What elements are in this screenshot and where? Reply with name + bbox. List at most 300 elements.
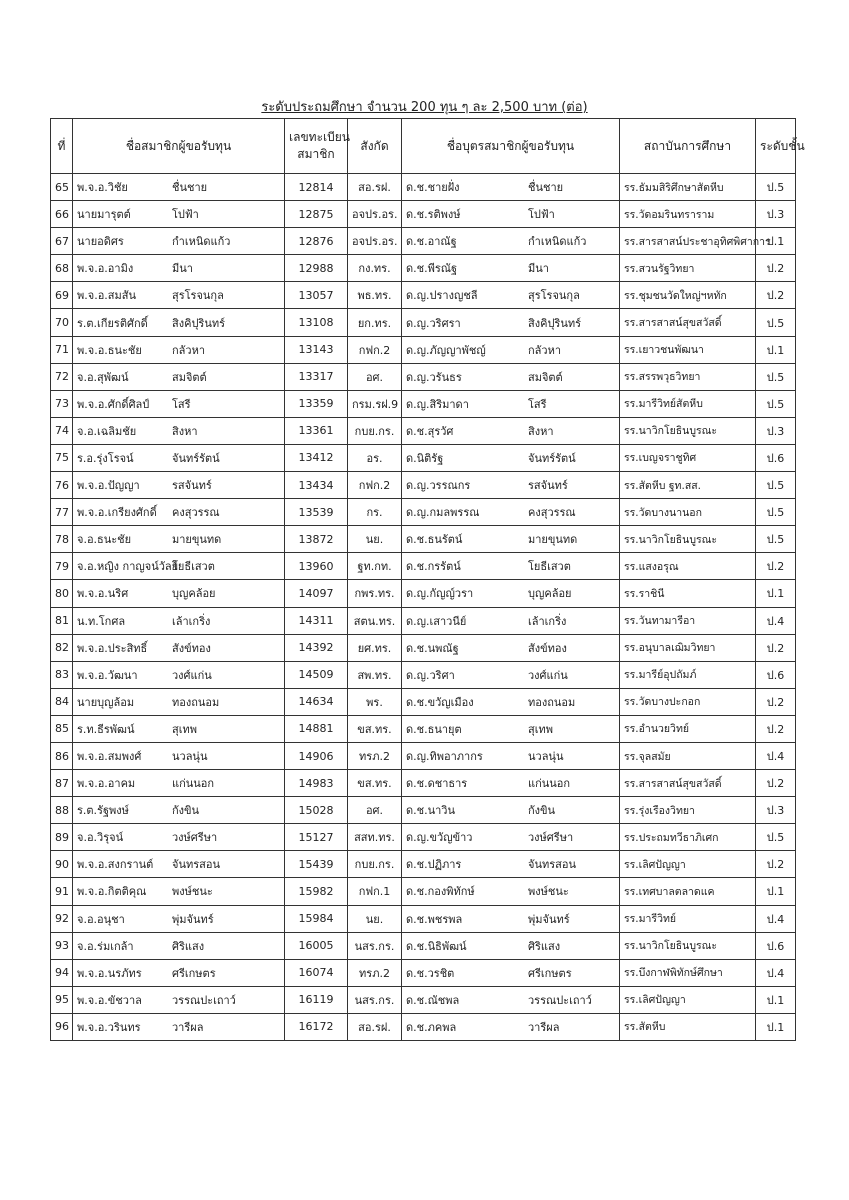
- member-last-name: คงสุวรรณ: [172, 506, 220, 520]
- row-number: 67: [51, 228, 73, 255]
- child-last-name: บุญคล้อย: [528, 587, 572, 601]
- row-number: 83: [51, 661, 73, 688]
- member-first-name: พ.จ.อ.วิชัย: [77, 181, 128, 195]
- child-last-name: กังขิน: [528, 804, 556, 818]
- grade-level: ป.1: [756, 228, 796, 255]
- row-number: 80: [51, 580, 73, 607]
- member-unit: อร.: [348, 444, 402, 471]
- grade-level: ป.2: [756, 282, 796, 309]
- member-unit: อศ.: [348, 363, 402, 390]
- member-last-name: สุรโรจนกุล: [172, 289, 224, 303]
- child-first-name: ด.ญ.วรรณกร: [406, 479, 471, 493]
- member-last-name: โยธีเสวต: [172, 560, 215, 574]
- member-last-name: แก่นนอก: [172, 777, 215, 791]
- member-name-cell: [73, 444, 285, 471]
- school-name: รร.บึงกาฬพิทักษ์ศึกษา: [620, 959, 756, 986]
- page-title: ระดับประถมศึกษา จำนวน 200 ทุน ๆ ละ 2,500 บาท (ต่อ): [261, 100, 588, 115]
- row-number: 72: [51, 363, 73, 390]
- table-row: [51, 607, 796, 634]
- member-first-name: พ.จ.อ.ศักดิ์ศิลป์: [77, 397, 150, 411]
- grade-level: ป.6: [756, 444, 796, 471]
- child-first-name: ด.ช.ธนายุต: [406, 722, 462, 736]
- child-name-cell: [402, 715, 620, 742]
- child-name-cell: [402, 986, 620, 1013]
- school-name: รร.ธัมมสิริศึกษาสัตหีบ: [620, 174, 756, 201]
- grade-level: ป.5: [756, 824, 796, 851]
- table-row: [51, 472, 796, 499]
- row-number: 84: [51, 688, 73, 715]
- row-number: 78: [51, 526, 73, 553]
- child-first-name: ด.ช.พีรณัฐ: [406, 262, 458, 276]
- member-reg-number: 13361: [285, 417, 348, 444]
- member-last-name: กลัวหา: [172, 343, 206, 357]
- table-row: [51, 770, 796, 797]
- grade-level: ป.3: [756, 797, 796, 824]
- member-name-cell: [73, 607, 285, 634]
- child-last-name: วงศ์แก่น: [528, 668, 568, 682]
- member-name-cell: [73, 472, 285, 499]
- member-reg-number: 13412: [285, 444, 348, 471]
- header-reg-no: [285, 119, 348, 174]
- child-last-name: สุเทพ: [528, 722, 553, 736]
- member-first-name: ร.ต.เกียรติศักดิ์: [77, 316, 148, 330]
- child-name-cell: [402, 851, 620, 878]
- school-name: รร.รุ่งเรืองวิทยา: [620, 797, 756, 824]
- member-unit: กฟก.2: [348, 336, 402, 363]
- row-number: 74: [51, 417, 73, 444]
- child-name-cell: [402, 878, 620, 905]
- table-row: [51, 417, 796, 444]
- member-name-cell: [73, 688, 285, 715]
- child-name-cell: [402, 444, 620, 471]
- row-number: 75: [51, 444, 73, 471]
- member-last-name: รสจันทร์: [172, 479, 212, 493]
- child-last-name: ชื่นชาย: [528, 181, 564, 195]
- member-last-name: วารีผล: [172, 1020, 204, 1034]
- member-last-name: จันทร์รัตน์: [172, 451, 220, 465]
- grade-level: ป.2: [756, 851, 796, 878]
- member-first-name: น.ท.โกศล: [77, 614, 126, 628]
- child-first-name: ด.ช.ภคพล: [406, 1020, 457, 1034]
- member-unit: กบย.กร.: [348, 417, 402, 444]
- grade-level: ป.3: [756, 201, 796, 228]
- school-name: รร.จุลสมัย: [620, 742, 756, 769]
- member-first-name: พ.จ.อ.นริศ: [77, 587, 129, 601]
- table-row: [51, 255, 796, 282]
- member-name-cell: [73, 580, 285, 607]
- member-reg-number: 15982: [285, 878, 348, 905]
- member-unit: ยศ.ทร.: [348, 634, 402, 661]
- member-name-cell: [73, 363, 285, 390]
- table-row: [51, 499, 796, 526]
- member-unit: อศ.: [348, 797, 402, 824]
- child-first-name: ด.ญ.วรันธร: [406, 370, 462, 384]
- grade-level: ป.2: [756, 634, 796, 661]
- child-name-cell: [402, 824, 620, 851]
- member-name-cell: [73, 770, 285, 797]
- member-reg-number: 14097: [285, 580, 348, 607]
- member-name-cell: [73, 851, 285, 878]
- child-name-cell: [402, 174, 620, 201]
- school-name: รร.วัดบางนานอก: [620, 499, 756, 526]
- table-row: [51, 851, 796, 878]
- child-last-name: ศรีเกษตร: [528, 966, 572, 980]
- row-number: 76: [51, 472, 73, 499]
- table-row: [51, 742, 796, 769]
- member-reg-number: 13434: [285, 472, 348, 499]
- member-reg-number: 14906: [285, 742, 348, 769]
- school-name: รร.นาวิกโยธินบูรณะ: [620, 417, 756, 444]
- child-last-name: สิงหา: [528, 424, 554, 438]
- child-name-cell: [402, 390, 620, 417]
- member-last-name: กังขิน: [172, 804, 200, 818]
- member-reg-number: 15127: [285, 824, 348, 851]
- member-name-cell: [73, 499, 285, 526]
- member-last-name: ทองถนอม: [172, 695, 220, 709]
- member-unit: กรม.รฝ.9: [348, 390, 402, 417]
- grade-level: ป.5: [756, 309, 796, 336]
- child-first-name: ด.ช.ปฏิภาร: [406, 858, 462, 872]
- table-row: [51, 878, 796, 905]
- member-first-name: พ.จ.อ.อาคม: [77, 777, 136, 791]
- child-first-name: ด.ญ.วริศรา: [406, 316, 461, 330]
- member-reg-number: 15028: [285, 797, 348, 824]
- child-last-name: โยธีเสวต: [528, 560, 571, 574]
- child-first-name: ด.ญ.วริศา: [406, 668, 455, 682]
- child-last-name: มายขุนทด: [528, 533, 578, 547]
- child-name-cell: [402, 553, 620, 580]
- table-row: [51, 634, 796, 661]
- child-last-name: จันทรสอน: [528, 858, 576, 872]
- grade-level: ป.6: [756, 661, 796, 688]
- member-unit: กฟก.1: [348, 878, 402, 905]
- member-reg-number: 16005: [285, 932, 348, 959]
- member-first-name: จ.อ.วิรุจน์: [77, 831, 124, 845]
- table-row: [51, 228, 796, 255]
- member-reg-number: 16172: [285, 1013, 348, 1040]
- row-number: 68: [51, 255, 73, 282]
- table-row: [51, 363, 796, 390]
- child-first-name: ด.นิติรัฐ: [406, 451, 444, 465]
- row-number: 85: [51, 715, 73, 742]
- row-number: 91: [51, 878, 73, 905]
- member-reg-number: 14509: [285, 661, 348, 688]
- member-name-cell: [73, 634, 285, 661]
- child-name-cell: [402, 499, 620, 526]
- member-name-cell: [73, 905, 285, 932]
- child-name-cell: [402, 932, 620, 959]
- member-first-name: พ.จ.อ.วัฒนา: [77, 668, 138, 682]
- school-name: รร.สารสาสน์ประชาอุทิศพิศาการ: [620, 228, 756, 255]
- child-first-name: ด.ช.ธนรัตน์: [406, 533, 463, 547]
- table-row: [51, 715, 796, 742]
- child-last-name: คงสุวรรณ: [528, 506, 576, 520]
- member-last-name: วงษ์ศรีษา: [172, 831, 218, 845]
- child-first-name: ด.ช.ขวัญเมือง: [406, 695, 474, 709]
- member-name-cell: [73, 201, 285, 228]
- member-unit: ฐท.กท.: [348, 553, 402, 580]
- member-reg-number: 15439: [285, 851, 348, 878]
- child-name-cell: [402, 201, 620, 228]
- member-name-cell: [73, 390, 285, 417]
- row-number: 86: [51, 742, 73, 769]
- table-row: [51, 661, 796, 688]
- member-first-name: พ.จ.อ.นรภัทร: [77, 966, 142, 980]
- school-name: รร.มารีวิทย์: [620, 905, 756, 932]
- child-first-name: ด.ญ.กัญญ์วรา: [406, 587, 474, 601]
- school-name: รร.นาวิกโยธินบูรณะ: [620, 526, 756, 553]
- grade-level: ป.5: [756, 390, 796, 417]
- grade-level: ป.1: [756, 986, 796, 1013]
- member-unit: กพร.ทร.: [348, 580, 402, 607]
- grade-level: ป.1: [756, 336, 796, 363]
- member-last-name: โสรี: [172, 397, 191, 411]
- member-last-name: ศรีเกษตร: [172, 966, 216, 980]
- row-number: 65: [51, 174, 73, 201]
- member-name-cell: [73, 824, 285, 851]
- school-name: รร.วัดอมรินทราราม: [620, 201, 756, 228]
- child-name-cell: [402, 634, 620, 661]
- member-unit: กร.: [348, 499, 402, 526]
- member-first-name: จ.อ.หญิง กาญจน์วัลย์: [77, 560, 179, 574]
- grade-level: ป.1: [756, 878, 796, 905]
- member-name-cell: [73, 417, 285, 444]
- table-header-row: [51, 119, 796, 174]
- school-name: รร.มารีวิทย์สัตหีบ: [620, 390, 756, 417]
- child-first-name: ด.ช.นิธิพัฒน์: [406, 939, 467, 953]
- child-name-cell: [402, 417, 620, 444]
- grade-level: ป.2: [756, 553, 796, 580]
- child-last-name: สุรโรจนกุล: [528, 289, 580, 303]
- child-first-name: ด.ช.นาวิน: [406, 804, 455, 818]
- member-first-name: จ.อ.ธนะชัย: [77, 533, 132, 547]
- grade-level: ป.6: [756, 932, 796, 959]
- member-first-name: พ.จ.อ.เกรียงศักดิ์: [77, 506, 157, 520]
- row-number: 87: [51, 770, 73, 797]
- child-first-name: ด.ช.ชายฝั่ง: [406, 181, 460, 195]
- member-name-cell: [73, 309, 285, 336]
- member-last-name: จันทรสอน: [172, 858, 220, 872]
- child-name-cell: [402, 688, 620, 715]
- member-reg-number: 12988: [285, 255, 348, 282]
- child-last-name: ศิริแสง: [528, 939, 561, 953]
- member-first-name: พ.จ.อ.วรินทร: [77, 1020, 141, 1034]
- member-unit: นย.: [348, 905, 402, 932]
- member-last-name: สิงคิปุรินทร์: [172, 316, 226, 330]
- member-name-cell: [73, 959, 285, 986]
- child-first-name: ด.ช.ดชาธาร: [406, 777, 468, 791]
- child-name-cell: [402, 905, 620, 932]
- table-row: [51, 390, 796, 417]
- grade-level: ป.5: [756, 499, 796, 526]
- child-first-name: ด.ช.พชรพล: [406, 912, 463, 926]
- member-last-name: สิงหา: [172, 424, 198, 438]
- member-unit: ขส.ทร.: [348, 770, 402, 797]
- member-name-cell: [73, 878, 285, 905]
- child-name-cell: [402, 255, 620, 282]
- row-number: 92: [51, 905, 73, 932]
- child-first-name: ด.ญ.ขวัญข้าว: [406, 831, 473, 845]
- child-first-name: ด.ญ.เสาวนีย์: [406, 614, 467, 628]
- member-name-cell: [73, 553, 285, 580]
- member-first-name: พ.จ.อ.ปัญญา: [77, 479, 140, 493]
- child-last-name: สิงคิปุรินทร์: [528, 316, 582, 330]
- table-row: [51, 174, 796, 201]
- child-name-cell: [402, 363, 620, 390]
- member-first-name: นายอดิศร: [77, 235, 124, 249]
- member-unit: ทรภ.2: [348, 959, 402, 986]
- child-last-name: มีนา: [528, 262, 549, 276]
- member-unit: กง.ทร.: [348, 255, 402, 282]
- grade-level: ป.4: [756, 607, 796, 634]
- member-unit: ยก.ทร.: [348, 309, 402, 336]
- table-row: [51, 201, 796, 228]
- row-number: 69: [51, 282, 73, 309]
- row-number: 93: [51, 932, 73, 959]
- member-unit: นสร.กร.: [348, 932, 402, 959]
- row-number: 71: [51, 336, 73, 363]
- child-name-cell: [402, 336, 620, 363]
- header-no: ที่: [51, 119, 73, 174]
- member-reg-number: 14392: [285, 634, 348, 661]
- member-unit: พร.: [348, 688, 402, 715]
- member-reg-number: 12875: [285, 201, 348, 228]
- member-first-name: ร.ท.ธีรพัฒน์: [77, 722, 135, 736]
- member-last-name: กำเหนิดแก้ว: [172, 235, 231, 249]
- school-name: รร.นาวิกโยธินบูรณะ: [620, 932, 756, 959]
- child-last-name: พุ่มจันทร์: [528, 912, 570, 926]
- row-number: 73: [51, 390, 73, 417]
- grade-level: ป.5: [756, 174, 796, 201]
- table-row: [51, 336, 796, 363]
- member-reg-number: 14634: [285, 688, 348, 715]
- member-name-cell: [73, 255, 285, 282]
- member-reg-number: 14983: [285, 770, 348, 797]
- member-name-cell: [73, 932, 285, 959]
- member-first-name: พ.จ.อ.กิตติคุณ: [77, 885, 147, 899]
- header-member-name: ชื่อสมาชิกผู้ขอรับทุน: [73, 119, 285, 174]
- child-first-name: ด.ญ.สิริมาดา: [406, 397, 469, 411]
- member-first-name: พ.จ.อ.อามิง: [77, 262, 134, 276]
- child-first-name: ด.ญ.ภัญญาพัชญ์: [406, 343, 486, 357]
- member-name-cell: [73, 715, 285, 742]
- child-last-name: วงษ์ศรีษา: [528, 831, 574, 845]
- row-number: 88: [51, 797, 73, 824]
- child-last-name: นวลนุ่น: [528, 750, 564, 764]
- school-name: รร.มารีย์อุปถัมภ์: [620, 661, 756, 688]
- member-last-name: มีนา: [172, 262, 193, 276]
- child-last-name: แก่นนอก: [528, 777, 571, 791]
- member-name-cell: [73, 174, 285, 201]
- table-row: [51, 282, 796, 309]
- member-first-name: พ.จ.อ.ประสิทธิ์: [77, 641, 148, 655]
- grade-level: ป.4: [756, 742, 796, 769]
- child-last-name: กลัวหา: [528, 343, 562, 357]
- child-first-name: ด.ช.นพณัฐ: [406, 641, 459, 655]
- member-first-name: พ.จ.อ.สมสัน: [77, 289, 136, 303]
- child-first-name: ด.ช.ณัชพล: [406, 993, 460, 1007]
- member-reg-number: 12814: [285, 174, 348, 201]
- school-name: รร.อนุบาลเฌิมวิทยา: [620, 634, 756, 661]
- member-reg-number: 13057: [285, 282, 348, 309]
- member-unit: พธ.ทร.: [348, 282, 402, 309]
- member-name-cell: [73, 336, 285, 363]
- school-name: รร.วันทามารีอา: [620, 607, 756, 634]
- member-first-name: จ.อ.อนุชา: [77, 912, 125, 926]
- member-unit: สอ.รฝ.: [348, 1013, 402, 1040]
- member-unit: สตน.ทร.: [348, 607, 402, 634]
- member-reg-number: 13539: [285, 499, 348, 526]
- child-last-name: โปฟ้า: [528, 208, 555, 222]
- child-name-cell: [402, 797, 620, 824]
- child-last-name: วรรณปะเถาว์: [528, 993, 592, 1007]
- member-first-name: ร.ต.รัฐพงษ์: [77, 804, 129, 818]
- member-last-name: ศิริแสง: [172, 939, 205, 953]
- table-row: [51, 986, 796, 1013]
- school-name: รร.เยาวชนพัฒนา: [620, 336, 756, 363]
- child-last-name: จันทร์รัตน์: [528, 451, 576, 465]
- member-last-name: พงษ์ชนะ: [172, 885, 213, 899]
- member-reg-number: 13960: [285, 553, 348, 580]
- member-first-name: นายมารุตต์: [77, 208, 131, 222]
- school-name: รร.ชุมชนวัดใหญ่ฯหทัก: [620, 282, 756, 309]
- child-first-name: ด.ช.กรรัตน์: [406, 560, 461, 574]
- school-name: รร.สัตหีบ: [620, 1013, 756, 1040]
- row-number: 66: [51, 201, 73, 228]
- child-name-cell: [402, 526, 620, 553]
- school-name: รร.สรรพวุธวิทยา: [620, 363, 756, 390]
- member-first-name: นายบุญล้อม: [77, 695, 135, 709]
- child-first-name: ด.ญ.ทิพอาภากร: [406, 750, 483, 764]
- grade-level: ป.2: [756, 255, 796, 282]
- child-name-cell: [402, 742, 620, 769]
- grade-level: ป.2: [756, 715, 796, 742]
- child-first-name: ด.ญ.ปรางญชลี: [406, 289, 478, 303]
- school-name: รร.แสงอรุณ: [620, 553, 756, 580]
- grade-level: ป.5: [756, 472, 796, 499]
- member-reg-number: 13317: [285, 363, 348, 390]
- member-reg-number: 15984: [285, 905, 348, 932]
- school-name: รร.เลิศปัญญา: [620, 851, 756, 878]
- row-number: 89: [51, 824, 73, 851]
- child-last-name: รสจันทร์: [528, 479, 568, 493]
- child-last-name: กำเหนิดแก้ว: [528, 235, 587, 249]
- grade-level: ป.4: [756, 959, 796, 986]
- member-name-cell: [73, 661, 285, 688]
- member-reg-number: 16119: [285, 986, 348, 1013]
- child-last-name: พงษ์ชนะ: [528, 885, 569, 899]
- member-first-name: พ.จ.อ.สมพงศ์: [77, 750, 142, 764]
- grade-level: ป.5: [756, 526, 796, 553]
- school-name: รร.เบญจราชูทิศ: [620, 444, 756, 471]
- row-number: 79: [51, 553, 73, 580]
- school-name: รร.สัตหีบ ฐท.สส.: [620, 472, 756, 499]
- child-first-name: ด.ช.อาณัฐ: [406, 235, 457, 249]
- child-name-cell: [402, 1013, 620, 1040]
- child-name-cell: [402, 282, 620, 309]
- school-name: รร.สวนรัฐวิทยา: [620, 255, 756, 282]
- member-reg-number: 14311: [285, 607, 348, 634]
- child-name-cell: [402, 959, 620, 986]
- header-grade: ระดับชั้น: [756, 119, 796, 174]
- school-name: รร.อำนวยวิทย์: [620, 715, 756, 742]
- member-unit: สพ.ทร.: [348, 661, 402, 688]
- member-name-cell: [73, 742, 285, 769]
- member-reg-number: 13143: [285, 336, 348, 363]
- member-reg-number: 13872: [285, 526, 348, 553]
- child-last-name: เล้าเกริ่ง: [528, 614, 567, 628]
- child-first-name: ด.ญ.กมลพรรณ: [406, 506, 480, 520]
